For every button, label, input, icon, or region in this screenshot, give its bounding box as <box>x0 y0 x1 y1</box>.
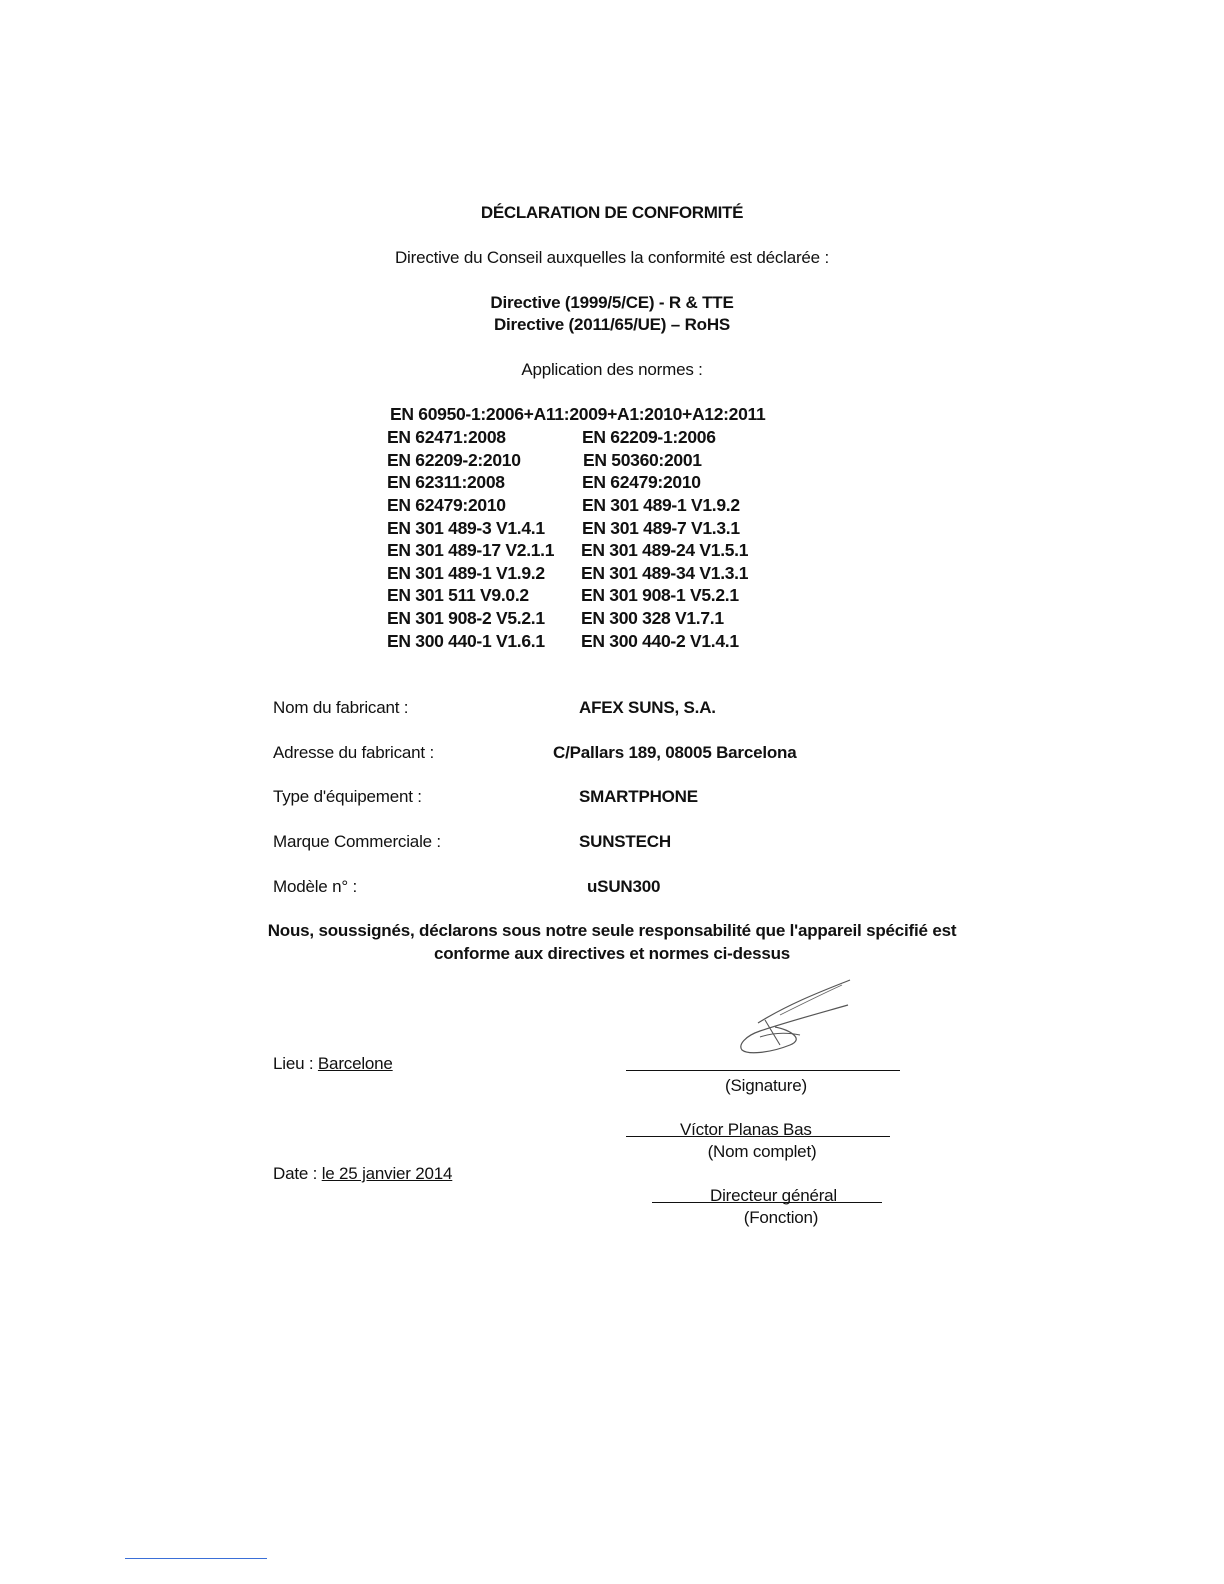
date-field <box>273 1164 452 1184</box>
standard-item: EN 62209-2:2010 <box>387 450 521 470</box>
signature-line <box>626 1056 900 1071</box>
standard-item: EN 301 908-1 V5.2.1 <box>581 585 739 605</box>
standard-item: EN 300 328 V1.7.1 <box>581 608 724 628</box>
manufacturer-name-value: AFEX SUNS, S.A. <box>579 698 716 717</box>
manufacturer-address-value: C/Pallars 189, 08005 Barcelona <box>553 743 797 762</box>
standard-item: EN 301 489-1 V1.9.2 <box>582 495 740 515</box>
standard-item: EN 301 489-7 V1.3.1 <box>582 518 740 538</box>
standard-item: EN 301 489-34 V1.3.1 <box>581 563 749 583</box>
standard-item: EN 62479:2010 <box>582 472 701 492</box>
standard-item: EN 301 511 V9.0.2 <box>387 585 529 605</box>
standard-item: EN 62471:2008 <box>387 427 506 447</box>
standard-item: EN 50360:2001 <box>583 450 702 470</box>
standard-item: EN 301 489-24 V1.5.1 <box>581 540 749 560</box>
function-value: Directeur général <box>710 1186 837 1205</box>
equipment-type-value: SMARTPHONE <box>579 787 698 806</box>
directive-rtte: Directive (1999/5/CE) - R & TTE <box>490 293 734 312</box>
model-value: uSUN300 <box>587 877 661 896</box>
standard-item: EN 301 489-1 V1.9.2 <box>387 563 545 583</box>
standard-item: EN 300 440-1 V1.6.1 <box>387 631 545 651</box>
directive-rohs: Directive (2011/65/UE) – RoHS <box>493 315 731 334</box>
standard-item: EN 62209-1:2006 <box>582 427 716 447</box>
declaration-line-2: conforme aux directives et normes ci-dessus <box>433 944 791 963</box>
standard-item: EN 301 489-17 V2.1.1 <box>387 540 555 560</box>
brand-label: Marque Commerciale : <box>273 832 441 851</box>
signature-image <box>730 975 860 1060</box>
standard-item: EN 62479:2010 <box>387 495 506 515</box>
declaration-line-1: Nous, soussignés, déclarons sous notre seule responsabilité que l'appareil spécifié est <box>267 921 957 940</box>
standards-intro: Application des normes : <box>521 360 703 379</box>
equipment-type-label: Type d'équipement : <box>273 787 422 806</box>
brand-value: SUNSTECH <box>579 832 671 851</box>
full-name-value: Víctor Planas Bas <box>680 1120 812 1139</box>
standard-item: EN 62311:2008 <box>387 472 505 492</box>
model-label: Modèle n° : <box>273 877 357 896</box>
date-label: Date : <box>273 1164 318 1183</box>
standard-item: EN 300 440-2 V1.4.1 <box>581 631 739 651</box>
place-field <box>273 1054 393 1074</box>
footnote-rule <box>125 1558 267 1559</box>
function-caption: (Fonction) <box>743 1208 819 1227</box>
standard-item: EN 60950-1:2006+A11:2009+A1:2010+A12:2011 <box>390 404 766 424</box>
place-label: Lieu : <box>273 1054 314 1073</box>
document-title: DÉCLARATION DE CONFORMITÉ <box>480 203 744 222</box>
manufacturer-address-label: Adresse du fabricant : <box>273 743 434 762</box>
manufacturer-name-label: Nom du fabricant : <box>273 698 409 717</box>
place-value: Barcelone <box>317 1054 393 1073</box>
signature-caption: (Signature) <box>725 1076 807 1095</box>
date-value: le 25 janvier 2014 <box>321 1164 453 1183</box>
directive-intro: Directive du Conseil auxquelles la conformité est déclarée : <box>394 248 829 267</box>
standard-item: EN 301 489-3 V1.4.1 <box>387 518 545 538</box>
full-name-caption: (Nom complet) <box>707 1142 817 1161</box>
standard-item: EN 301 908-2 V5.2.1 <box>387 608 545 628</box>
